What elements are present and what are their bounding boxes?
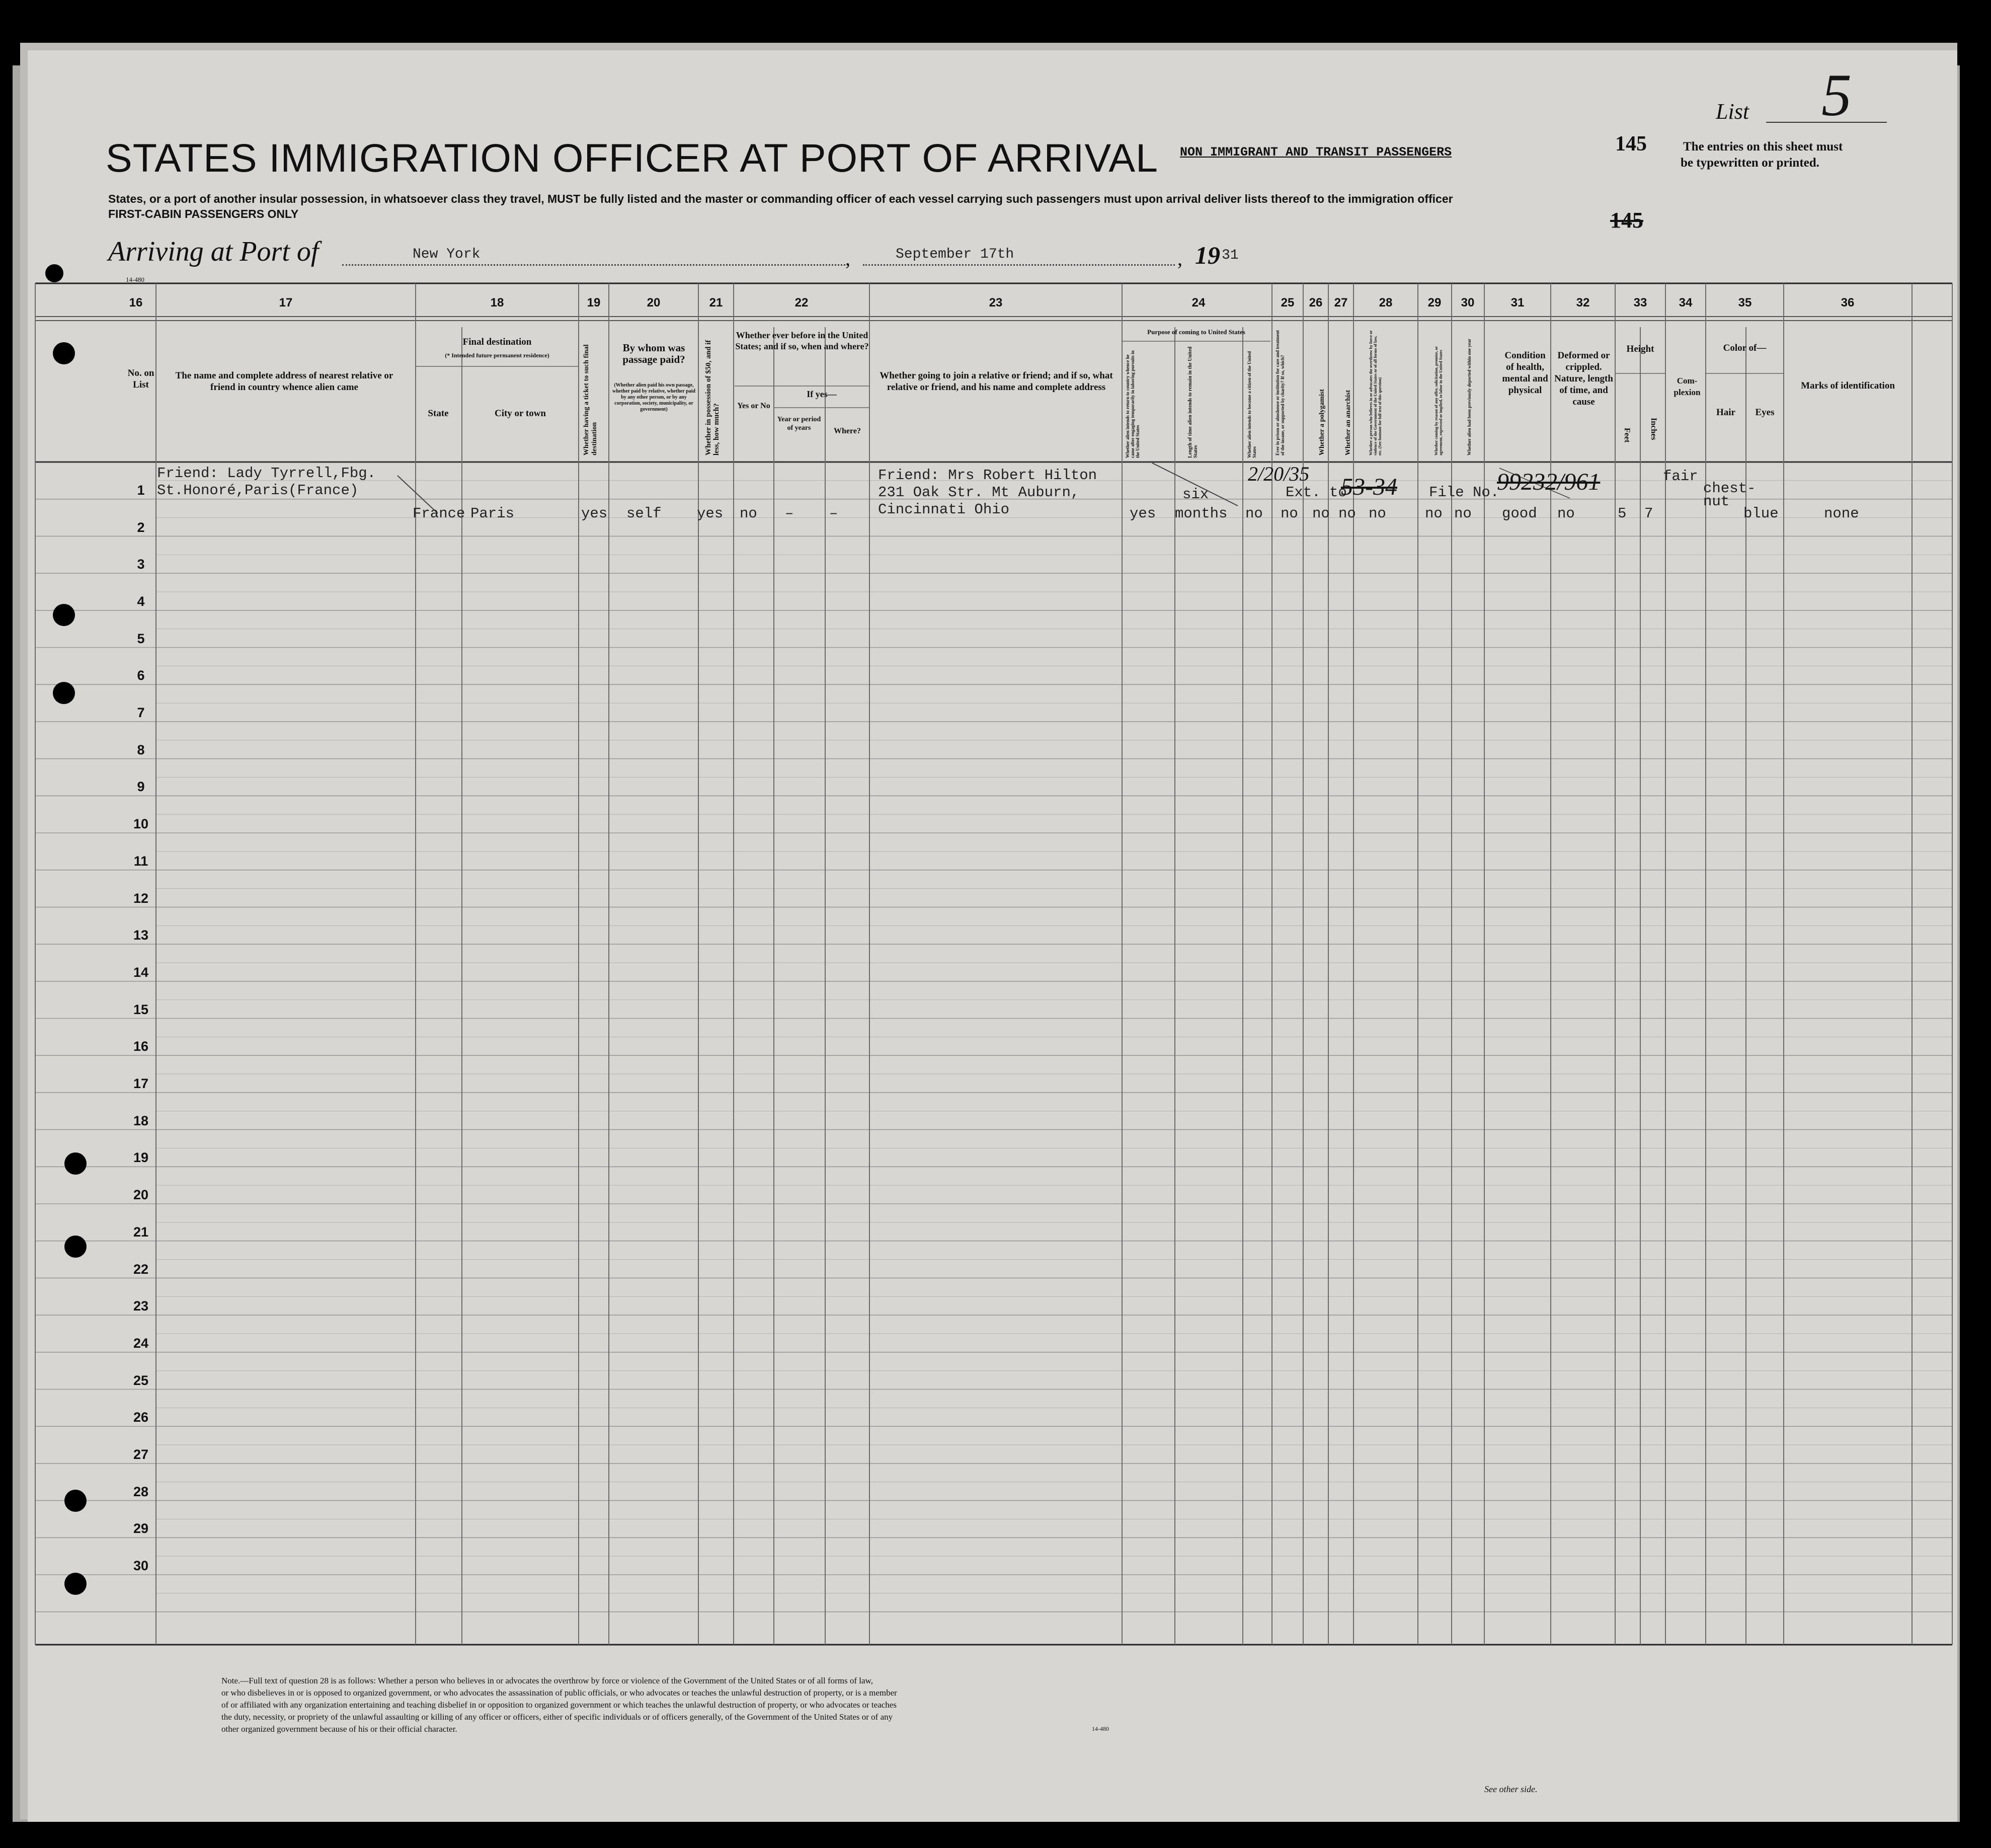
row-number: 9 bbox=[137, 779, 145, 795]
row-number: 15 bbox=[133, 1002, 149, 1017]
row-number: 26 bbox=[133, 1410, 149, 1425]
page-title: STATES IMMIGRATION OFFICER AT PORT OF ARRIVAL bbox=[106, 135, 1158, 180]
row-number: 11 bbox=[133, 853, 148, 869]
entry-polygamist: no bbox=[1312, 505, 1330, 522]
footnote-line-3: of or affiliated with any organization entertaining and teaching disbelief in or opposition to organized government or which teaches the unlawful destruction of property, or who advocates or teaches bbox=[221, 1700, 897, 1710]
category-stamp: NON IMMIGRANT AND TRANSIT PASSENGERS bbox=[1180, 145, 1452, 160]
header-yes-no: Yes or No bbox=[737, 402, 770, 410]
header-deported: Whether alien had been previously deported within one year bbox=[1467, 338, 1472, 455]
entry-hair-2: nut bbox=[1703, 493, 1730, 510]
annotation-file-number: 99232/961 bbox=[1497, 469, 1601, 495]
header-question-28: Whether a person who believes in or advocates the overthrow by force or violence of the Government of the United States or of all forms of law, etc. (See footnote for full text of this question) bbox=[1369, 330, 1382, 455]
row-number: 6 bbox=[137, 668, 145, 683]
column-number: 23 bbox=[989, 296, 1003, 310]
entry-deformed: no bbox=[1557, 505, 1575, 522]
entry-join-line-3: Cincinnati Ohio bbox=[878, 501, 1010, 518]
header-eyes: Eyes bbox=[1755, 407, 1775, 418]
header-before-in-us: Whether ever before in the United States; and if so, when and where? bbox=[735, 330, 869, 351]
header-if-yes: If yes— bbox=[807, 389, 837, 399]
header-state: State bbox=[428, 408, 449, 419]
row-number: 13 bbox=[133, 928, 149, 943]
punch-hole bbox=[45, 264, 63, 282]
footnote-line-1: Note.—Full text of question 28 is as follows: Whether a person who believes in or advocates the overthrow by force or violence of the Government of the United States or of all forms of law, bbox=[221, 1676, 873, 1685]
header-deformed: Deformed or crippled. Nature, length of time, and cause bbox=[1554, 350, 1613, 407]
header-passage-paid: By whom was passage paid? bbox=[622, 342, 685, 365]
row-number: 16 bbox=[133, 1039, 149, 1054]
punch-hole bbox=[53, 682, 75, 704]
row-number: 5 bbox=[137, 631, 145, 646]
header-fifty-dollars: Whether in possession of $50, and if less, how much? bbox=[704, 340, 721, 455]
date-value: September 17th bbox=[896, 247, 1014, 262]
entry-paid-by: self bbox=[626, 505, 662, 522]
column-number: 21 bbox=[709, 296, 723, 310]
punch-hole bbox=[64, 1573, 87, 1595]
entry-before-us: no bbox=[740, 505, 757, 522]
footnote-line-2: or who disbelieves in or is opposed to organized government, or who advocates the assassination of public officials, or who advocates or teaches the unlawful destruction of property, or is a member bbox=[221, 1688, 897, 1698]
entry-feet: 5 bbox=[1618, 505, 1627, 522]
header-intends-return: Whether alien intends to return to country whence he came after engaging temporarily in laboring pursuits in the United States bbox=[1125, 350, 1140, 458]
header-purpose: Purpose of coming to United States bbox=[1147, 328, 1245, 336]
row-number: 21 bbox=[133, 1224, 149, 1240]
header-polygamist: Whether a polygamist bbox=[1318, 389, 1326, 455]
column-number: 22 bbox=[794, 296, 809, 310]
row-number: 28 bbox=[133, 1484, 149, 1499]
row-number: 20 bbox=[133, 1187, 149, 1203]
column-number: 16 bbox=[129, 296, 143, 310]
row-number: 14 bbox=[133, 964, 149, 980]
annotation-file-label: File No. bbox=[1429, 484, 1499, 501]
header-color-of: Color of— bbox=[1723, 343, 1767, 353]
header-final-destination-note: (* Intended future permanent residence) bbox=[445, 352, 549, 359]
entries-note-1: The entries on this sheet must bbox=[1683, 140, 1843, 153]
punch-hole bbox=[64, 1152, 87, 1175]
entry-years: – bbox=[785, 505, 794, 522]
column-number: 32 bbox=[1576, 296, 1590, 310]
header-where: Where? bbox=[834, 427, 861, 435]
column-number: 25 bbox=[1281, 296, 1295, 310]
row-number: 4 bbox=[137, 593, 145, 609]
port-value: New York bbox=[413, 247, 481, 262]
row-number: 19 bbox=[133, 1150, 149, 1166]
entry-deported: no bbox=[1454, 505, 1472, 522]
header-final-destination: Final destination bbox=[462, 337, 532, 347]
struck-sheet-number: 145 bbox=[1610, 208, 1643, 233]
column-number: 34 bbox=[1679, 296, 1693, 310]
header-health: Condition of health, mental and physical bbox=[1502, 350, 1548, 396]
row-number: 29 bbox=[133, 1521, 149, 1536]
header-passage-paid-note: (Whether alien paid his own passage, whether paid by relative, whether paid by any other person, or by any corporation, society, municipality, or government) bbox=[612, 382, 695, 412]
entry-city: Paris bbox=[470, 505, 515, 522]
column-number: 31 bbox=[1510, 296, 1525, 310]
header-period-years: Year or period of years bbox=[777, 416, 821, 432]
entry-anarchist: no bbox=[1338, 505, 1356, 522]
entry-question-29: no bbox=[1425, 505, 1443, 522]
column-number: 36 bbox=[1841, 296, 1855, 310]
row-number: 10 bbox=[133, 816, 149, 832]
punch-hole bbox=[64, 1236, 87, 1258]
annotation-date: 2/20/35 bbox=[1248, 463, 1310, 485]
row-number: 8 bbox=[137, 742, 145, 757]
entry-health: good bbox=[1502, 505, 1537, 522]
form-code: 14-480 bbox=[126, 276, 144, 283]
entry-where: – bbox=[829, 505, 838, 522]
entries-note-2: be typewritten or printed. bbox=[1681, 156, 1819, 170]
column-number: 30 bbox=[1461, 296, 1475, 310]
column-number: 35 bbox=[1738, 296, 1752, 310]
entry-state: France bbox=[413, 505, 465, 522]
header-prison: Ever in prison or almshouse or institution for care and treatment of the insane, or supported by charity? If so, which? bbox=[1275, 330, 1285, 455]
footnote-line-5: other organized government because of his or their official character. bbox=[221, 1724, 457, 1734]
comma-1: , bbox=[845, 247, 850, 270]
row-number: 27 bbox=[133, 1447, 149, 1462]
header-city: City or town bbox=[494, 408, 546, 419]
entry-relative-line-1: Friend: Lady Tyrrell,Fbg. bbox=[157, 465, 376, 482]
row-number: 23 bbox=[133, 1298, 149, 1314]
entry-citizen: no bbox=[1245, 505, 1263, 522]
header-ticket: Whether having a ticket to such final destination bbox=[583, 344, 598, 455]
column-number: 19 bbox=[587, 296, 601, 310]
column-number: 28 bbox=[1379, 296, 1393, 310]
row-number: 17 bbox=[133, 1076, 149, 1092]
row-number: 22 bbox=[133, 1261, 149, 1277]
instruction-line-2: FIRST-CABIN PASSENGERS ONLY bbox=[108, 207, 299, 220]
header-inches: Inches bbox=[1649, 418, 1658, 440]
column-number: 24 bbox=[1191, 296, 1206, 310]
entry-length-2: months bbox=[1175, 505, 1228, 522]
header-height: Height bbox=[1626, 344, 1654, 354]
entry-length-1: six bbox=[1182, 486, 1209, 503]
instruction-line-1: States, or a port of another insular possession, in whatsoever class they travel, MUST be fully listed and the master or commanding officer of each vessel carrying such passengers must upon arrival deliver lists thereof to the immigration officer bbox=[108, 192, 1453, 205]
entry-join-line-2: 231 Oak Str. Mt Auburn, bbox=[878, 484, 1080, 501]
entry-marks: none bbox=[1824, 505, 1859, 522]
header-length-stay: Length of time alien intends to remain in the United States bbox=[1187, 346, 1199, 458]
row-number: 7 bbox=[137, 705, 145, 721]
header-no-on-list: No. on List bbox=[127, 368, 154, 390]
column-number: 17 bbox=[279, 296, 293, 310]
entry-question-28: no bbox=[1369, 505, 1386, 522]
annotation-ext-number: 53-34 bbox=[1341, 474, 1397, 500]
year-prefix: 19 bbox=[1195, 241, 1220, 269]
header-feet: Feet bbox=[1623, 428, 1631, 443]
list-label: List bbox=[1716, 99, 1749, 124]
column-number: 26 bbox=[1309, 296, 1323, 310]
footnote-code: 14-480 bbox=[1092, 1725, 1109, 1732]
arriving-label: Arriving at Port of bbox=[108, 236, 319, 267]
column-number: 27 bbox=[1334, 296, 1348, 310]
entry-relative-line-2: St.Honoré,Paris(France) bbox=[157, 482, 359, 499]
column-number: 33 bbox=[1633, 296, 1647, 310]
header-join-relative: Whether going to join a relative or friend; and if so, what relative or friend, and his name and complete address bbox=[880, 370, 1113, 393]
list-number: 5 bbox=[1821, 61, 1852, 128]
column-number: 20 bbox=[647, 296, 661, 310]
row-number: 12 bbox=[133, 890, 149, 906]
row-number: 2 bbox=[137, 519, 145, 535]
footnote-line-4: the duty, necessity, or propriety of the unlawful assaulting or killing of any officer or officers, either of specific individuals or of officers generally, of the Government of the United States or of any bbox=[221, 1712, 893, 1722]
header-marks: Marks of identification bbox=[1801, 380, 1895, 391]
header-relative-address: The name and complete address of nearest relative or friend in country whence alien came bbox=[175, 370, 393, 393]
row-number: 25 bbox=[133, 1372, 149, 1388]
entry-fifty: yes bbox=[697, 505, 724, 522]
other-side-note: See other side. bbox=[1484, 1784, 1538, 1794]
column-number: 18 bbox=[490, 296, 504, 310]
header-hair: Hair bbox=[1716, 407, 1735, 418]
punch-hole bbox=[53, 342, 75, 364]
year-suffix: 31 bbox=[1222, 248, 1239, 263]
row-number: 30 bbox=[133, 1558, 149, 1574]
entry-eyes: blue bbox=[1743, 505, 1779, 522]
entry-return: yes bbox=[1130, 505, 1156, 522]
sheet-number: 145 bbox=[1615, 132, 1647, 156]
row-number: 24 bbox=[133, 1335, 149, 1351]
punch-hole bbox=[53, 604, 75, 626]
header-question-29: Whether coming by reason of any offer, solicitation, promise, or agreement, expressed or implied, to labor in the United States bbox=[1434, 346, 1443, 455]
entry-inches: 7 bbox=[1644, 505, 1653, 522]
header-become-citizen: Whether alien intends to become a citizen of the United States bbox=[1247, 351, 1257, 458]
row-number: 1 bbox=[137, 482, 145, 498]
entry-join-line-1: Friend: Mrs Robert Hilton bbox=[878, 467, 1097, 484]
row-number: 18 bbox=[133, 1113, 149, 1128]
entry-hair-1: chest- bbox=[1703, 480, 1756, 497]
entry-ticket: yes bbox=[581, 505, 608, 522]
column-number: 29 bbox=[1427, 296, 1442, 310]
row-number: 3 bbox=[137, 557, 145, 572]
header-anarchist: Whether an anarchist bbox=[1344, 390, 1352, 455]
entry-prison: no bbox=[1281, 505, 1298, 522]
entry-complexion: fair bbox=[1663, 468, 1698, 485]
header-complexion: Com-plexion bbox=[1674, 376, 1701, 397]
comma-2: , bbox=[1177, 247, 1182, 270]
annotation-ext-label: Ext. to bbox=[1286, 484, 1347, 501]
punch-hole bbox=[64, 1490, 87, 1512]
